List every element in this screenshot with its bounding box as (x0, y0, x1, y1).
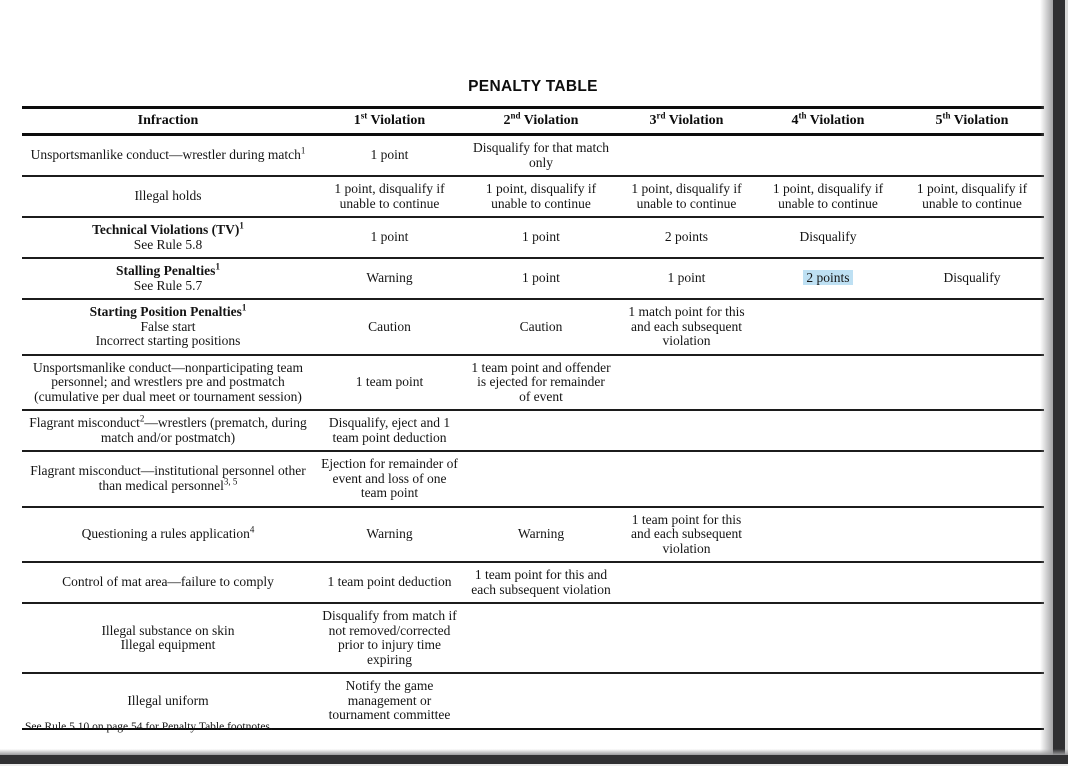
violation-cell (900, 507, 1044, 563)
footnote-marker: 1 (239, 220, 244, 231)
footnote-marker: st (360, 110, 368, 121)
violation-cell (617, 603, 756, 673)
violation-cell (756, 299, 900, 355)
violation-cell: 1 point, disqualify if unable to continue (314, 176, 465, 217)
infraction-cell: Illegal substance on skin Illegal equipment (22, 603, 314, 673)
violation-cell: 1 point, disqualify if unable to continue (465, 176, 617, 217)
infraction-cell: Flagrant misconduct$^2$—wrestlers (prematch, during match and/or postmatch) (22, 410, 314, 451)
page-title: PENALTY TABLE (468, 78, 598, 95)
violation-cell (617, 355, 756, 411)
table-footnote: See Rule 5.10 on page 54 for Penalty Table footnotes. (25, 721, 273, 733)
violation-cell (756, 507, 900, 563)
table-row (22, 299, 1044, 355)
footnote-marker: rd (656, 110, 666, 121)
table-row (22, 355, 1044, 411)
violation-cell: 1 point, disqualify if unable to continue (617, 176, 756, 217)
violation-cell: 2 points (617, 217, 756, 258)
violation-cell: 1 team point deduction (314, 562, 465, 603)
violation-cell (617, 451, 756, 507)
violation-cell: Disqualify (900, 258, 1044, 299)
violation-cell (465, 603, 617, 673)
violation-cell (900, 355, 1044, 411)
selected-text[interactable]: 2 points (803, 270, 852, 285)
violation-cell (617, 135, 756, 177)
page-edge-bottom (0, 755, 1068, 764)
violation-cell (465, 451, 617, 507)
infraction-cell: Control of mat area—failure to comply (22, 562, 314, 603)
violation-cell: Warning (314, 507, 465, 563)
table-row (22, 217, 1044, 258)
violation-cell (900, 410, 1044, 451)
violation-cell: Disqualify from match if not removed/corrected prior to injury time expiring (314, 603, 465, 673)
footnote-marker: 2 (139, 413, 145, 424)
violation-cell: Ejection for remainder of event and loss of one team point (314, 451, 465, 507)
table-row (22, 258, 1044, 299)
page-edge-right (1053, 0, 1065, 766)
footnote-marker: 1 (241, 302, 247, 313)
violation-cell (756, 603, 900, 673)
infraction-cell: Flagrant misconduct—institutional personnel other than medical personnel$^{3, 5}$ (22, 451, 314, 507)
violation-cell: 1 point, disqualify if unable to continue (900, 176, 1044, 217)
violation-cell: 1 point (314, 217, 465, 258)
violation-cell: Caution (465, 299, 617, 355)
footnote-marker: nd (510, 110, 521, 121)
infraction-cell: Stalling Penalties$^1$ See Rule 5.7 (22, 258, 314, 299)
footnote-marker: 3, 5 (223, 476, 238, 487)
violation-cell (465, 673, 617, 729)
column-header-violation-2: 2nd Violation (465, 108, 617, 135)
footnote-marker: th (798, 110, 807, 121)
penalty-table-container (22, 106, 1044, 730)
violation-cell: 1 point (314, 135, 465, 177)
infraction-cell: Technical Violations (TV)$^1$ See Rule 5.8 (22, 217, 314, 258)
table-row (22, 451, 1044, 507)
violation-cell (756, 410, 900, 451)
violation-cell: 1 team point (314, 355, 465, 411)
violation-cell: Warning (465, 507, 617, 563)
infraction-cell: Illegal holds (22, 176, 314, 217)
footnote-marker: 1 (300, 145, 306, 156)
footnote-marker: 4 (249, 524, 255, 535)
column-header-violation-5: 5th Violation (900, 108, 1044, 135)
table-row (22, 603, 1044, 673)
infraction-cell: Unsportsmanlike conduct—wrestler during match$^1$ (22, 135, 314, 177)
column-header-infraction: Infraction (22, 108, 314, 135)
table-row (22, 135, 1044, 177)
table-row (22, 507, 1044, 563)
violation-cell (900, 451, 1044, 507)
violation-cell: 1 team point for this and each subsequent violation (465, 562, 617, 603)
page-edge-shadow-right (1040, 0, 1053, 766)
violation-cell: 1 team point and offender is ejected for remainder of event (465, 355, 617, 411)
violation-cell (617, 673, 756, 729)
violation-cell: 1 point (465, 217, 617, 258)
violation-cell: 1 point, disqualify if unable to continue (756, 176, 900, 217)
infraction-cell: Unsportsmanlike conduct—nonparticipating team personnel; and wrestlers pre and postmatch (cumulative per dual meet or tournament session) (22, 355, 314, 411)
violation-cell (900, 562, 1044, 603)
violation-cell (900, 603, 1044, 673)
violation-cell: 1 point (465, 258, 617, 299)
violation-cell (900, 673, 1044, 729)
column-header-violation-3: 3rd Violation (617, 108, 756, 135)
violation-cell (756, 562, 900, 603)
footnote-marker: 1 (215, 261, 220, 272)
violation-cell (756, 673, 900, 729)
violation-cell (756, 258, 900, 299)
violation-cell (900, 217, 1044, 258)
infraction-cell: Starting Position Penalties$^1$ False start Incorrect starting positions (22, 299, 314, 355)
column-header-violation-4: 4th Violation (756, 108, 900, 135)
violation-cell (617, 410, 756, 451)
violation-cell: Notify the game management or tournament committee (328, 678, 451, 722)
table-header-row (22, 108, 1044, 135)
violation-cell: Disqualify, eject and 1 team point deduction (314, 410, 465, 451)
column-header-violation-1: 1st Violation (314, 108, 465, 135)
table-row (22, 176, 1044, 217)
violation-cell (617, 562, 756, 603)
violation-cell: 1 team point for this and each subsequent violation (617, 507, 756, 563)
infraction-cell: Illegal uniform (127, 692, 209, 708)
violation-cell: Caution (314, 299, 465, 355)
violation-cell (756, 451, 900, 507)
penalty-table (22, 106, 1044, 730)
footnote-marker: th (942, 110, 951, 121)
infraction-cell: Questioning a rules application$^4$ (22, 507, 314, 563)
table-row (22, 410, 1044, 451)
violation-cell: Warning (314, 258, 465, 299)
violation-cell: 1 point (617, 258, 756, 299)
violation-cell: Disqualify for that match only (465, 135, 617, 177)
violation-cell: 1 match point for this and each subsequent violation (617, 299, 756, 355)
violation-cell (900, 299, 1044, 355)
violation-cell: Disqualify (756, 217, 900, 258)
violation-cell (465, 410, 617, 451)
table-row (22, 562, 1044, 603)
violation-cell (756, 355, 900, 411)
violation-cell (756, 135, 900, 177)
violation-cell (900, 135, 1044, 177)
